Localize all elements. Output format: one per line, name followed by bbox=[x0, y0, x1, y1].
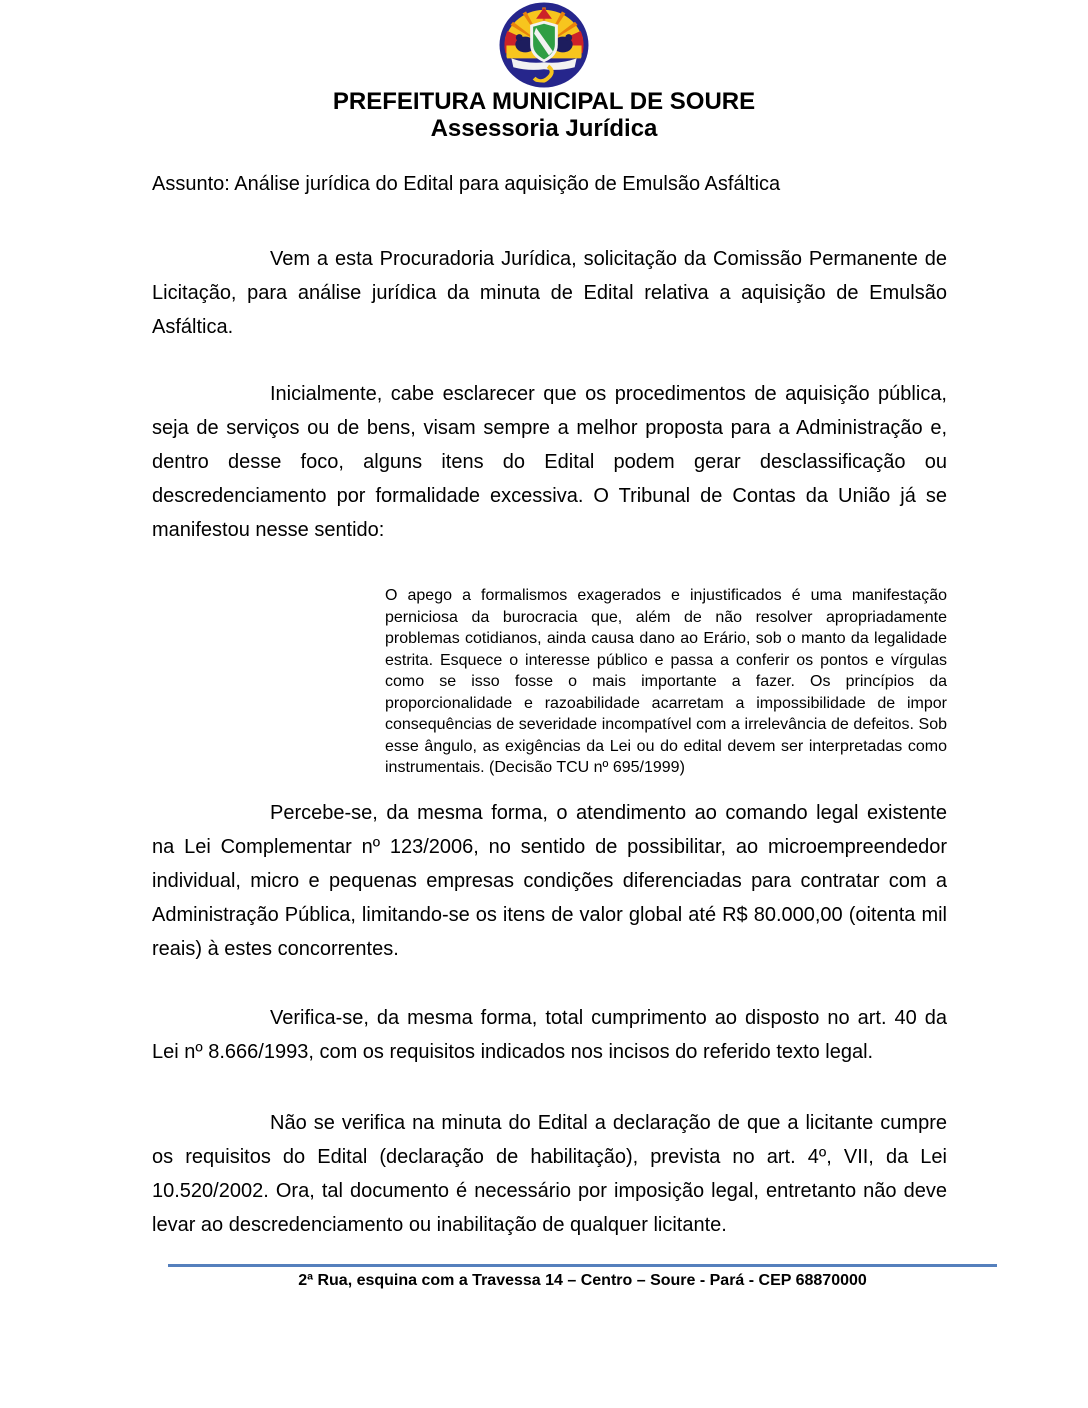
paragraph-percebe-se: Percebe-se, da mesma forma, o atendimento ao comando legal existente na Lei Complementar nº 123/2006, no sentido de possibilitar, ao microempreendedor individual, micro e pequenas empresas condições diferenciadas para contratar com a Administração Pública, limitando-se os itens de valor global até R$ 80.000,00 (oitenta mil reais) à estes concorrentes. bbox=[152, 801, 947, 960]
paragraph-inicialmente: Inicialmente, cabe esclarecer que os procedimentos de aquisição pública, seja de serviços ou de bens, visam sempre a melhor proposta para a Administração e, dentro desse foco, alguns itens do Edital podem gerar desclassificação ou descredenciamento por formalidade excessiva. O Tribunal de Contas da União já se manifestou nesse sentido: bbox=[152, 383, 947, 541]
header-subtitle: Assessoria Jurídica bbox=[430, 115, 658, 142]
subject-line: Assunto: Análise jurídica do Edital para aquisição de Emulsão Asfáltica bbox=[152, 173, 781, 195]
footer-divider bbox=[168, 1264, 997, 1267]
paragraph-verifica-se: Verifica-se, da mesma forma, total cumprimento ao disposto no art. 40 da Lei nº 8.666/1993, com os requisitos indicados nos incisos do referido texto legal. bbox=[152, 1006, 947, 1063]
paragraph-intro: Vem a esta Procuradoria Jurídica, solicitação da Comissão Permanente de Licitação, para análise jurídica da minuta de Edital relativa a aquisição de Emulsão Asfáltica. bbox=[152, 248, 947, 338]
paragraph-nao-se-verifica: Não se verifica na minuta do Edital a declaração de que a licitante cumpre os requisitos do Edital (declaração de habilitação), prevista no art. 4º, VII, da Lei 10.520/2002. Ora, tal documento é necessário por imposição legal, entretanto não deve levar ao descredenciamento ou inabilitação de qualquer licitante. bbox=[152, 1111, 947, 1236]
document-header bbox=[0, 0, 1088, 142]
crest-container bbox=[0, 2, 1088, 88]
tcu-decision-quote: O apego a formalismos exagerados e injustificados é uma manifestação perniciosa da burocracia que, além de não resolver apropriadamente problemas cotidianos, ainda causa dano ao Erário, sob o manto da legalidade estrita. Esquece o interesse público e passa a conferir os pontos e vírgulas como se isso fosse o mais importante a fazer. Os princípios da proporcionalidade e razoabilidade acarretam a impossibilidade de impor consequências de severidade incompatível com a irrelevância de defeitos. Sob esse ângulo, as exigências da Lei ou do edital devem ser interpretadas como instrumentais. (Decisão TCU nº 695/1999) bbox=[385, 587, 947, 776]
footer-address: 2ª Rua, esquina com a Travessa 14 – Centro – Soure - Pará - CEP 68870000 bbox=[298, 1272, 867, 1289]
header-title: PREFEITURA MUNICIPAL DE SOURE bbox=[332, 88, 756, 115]
municipal-crest-icon bbox=[498, 2, 590, 88]
document-body bbox=[152, 172, 947, 1242]
